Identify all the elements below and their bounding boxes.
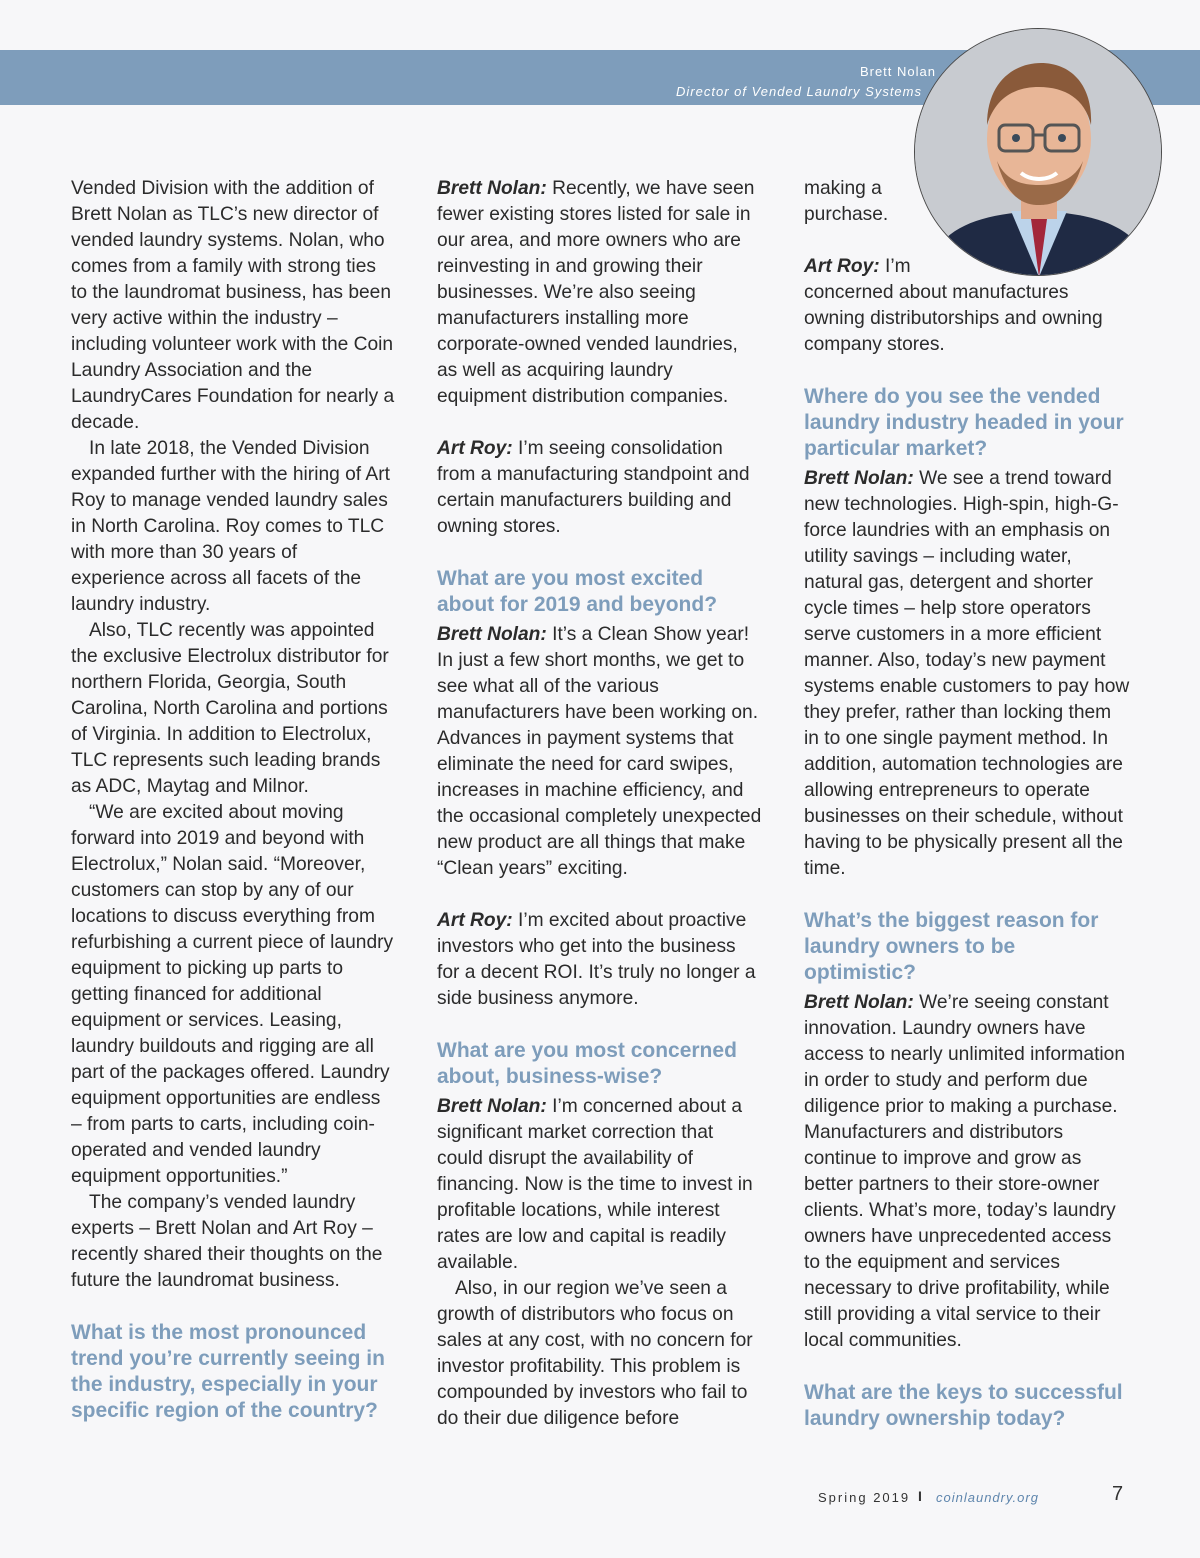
- body-paragraph: In late 2018, the Vended Division expanded further with the hiring of Art Roy to manage vended laundry sales in North Carolina. Roy comes to TLC with more than 30 years of experience across all facets of the laundry industry.: [71, 438, 390, 615]
- answer-text: It’s a Clean Show year! In just a few short months, we get to see what all of the various manufacturers have been working on. Advances in payment systems that eliminate the need for card swipes, increases in machine efficiency, and the occasional completely unexpected new product are all things that make “Clean years” exciting.: [437, 624, 762, 879]
- speaker-label: Brett Nolan:: [804, 992, 914, 1013]
- answer-text: We’re seeing constant innovation. Laundry owners have access to nearly unlimited information in order to study and perform due diligence prior to making a purchase. Manufacturers and distributors continue to improve and grow as better partners to their store-owner clients. What’s more, today’s laundry owners have unprecedented access to the equipment and services necessary to drive profitability, while still providing a vital service to their local communities.: [804, 992, 1126, 1351]
- header-name: Brett Nolan: [859, 64, 936, 79]
- body-paragraph: “We are excited about moving forward into 2019 and beyond with Electrolux,” Nolan said. “Moreover, customers can stop by any of our locations to discuss everything from refurbishing a current piece of laundry equipment to picking up parts to getting financed for additional equipment or services. Leasing, laundry buildouts and rigging are all part of the packages offered. Laundry equipment opportunities are endless – from parts to carts, including coin-operated and vended laundry equipment opportunities.”: [71, 802, 394, 1187]
- answer-paragraph: [804, 254, 1130, 358]
- question-heading: What’s the biggest reason for laundry owners to be optimistic?: [804, 909, 1099, 984]
- column-2: [437, 176, 763, 1432]
- question-heading: What is the most pronounced trend you’re currently seeing in the industry, especially in your specific region of the country?: [71, 1321, 385, 1422]
- answer-paragraph: [437, 1094, 763, 1276]
- page-number: 7: [1112, 1483, 1124, 1505]
- answer-text: concerned about manufactures owning distributorships and owning company stores.: [804, 282, 1103, 355]
- speaker-label: Art Roy:: [804, 256, 880, 277]
- speaker-label: Brett Nolan:: [437, 178, 547, 199]
- question-heading: What are the keys to successful laundry ownership today?: [804, 1381, 1123, 1430]
- speaker-label: Brett Nolan:: [804, 468, 914, 489]
- body-paragraph: Also, TLC recently was appointed the exclusive Electrolux distributor for northern Florida, Georgia, South Carolina, North Carolina and portions of Virginia. In addition to Electrolux, TLC represents such leading brands as ADC, Maytag and Milnor.: [71, 620, 389, 797]
- answer-text: I’m excited about proactive investors who get into the business for a decent ROI. It’s truly no longer a side business anymore.: [437, 910, 756, 1009]
- answer-paragraph: [437, 176, 763, 410]
- answer-paragraph: Also, in our region we’ve seen a growth of distributors who focus on sales at any cost, with no concern for investor profitability. This problem is compounded by investors who fail to do their due diligence before: [437, 1278, 753, 1429]
- column-1: [71, 176, 395, 1424]
- answer-text: I’m concerned about a significant market correction that could disrupt the availability of financing. Now is the time to invest in profitable locations, while interest rates are low and capital is readily available.: [437, 1096, 753, 1273]
- answer-paragraph: [804, 466, 1130, 882]
- footer-issue: Spring 2019: [818, 1490, 911, 1505]
- answer-text: I’m seeing consolidation from a manufacturing standpoint and certain manufacturers building and owning stores.: [437, 438, 750, 537]
- answer-paragraph: [437, 436, 763, 540]
- footer-separator: I: [918, 1488, 922, 1504]
- speaker-label: Art Roy:: [437, 438, 513, 459]
- footer-site-link[interactable]: coinlaundry.org: [936, 1490, 1039, 1505]
- answer-text: Recently, we have seen fewer existing stores listed for sale in our area, and more owners who are reinvesting in and growing their businesses. We’re also seeing manufacturers installing more corporate-owned vended laundries, as well as acquiring laundry equipment distribution companies.: [437, 178, 755, 407]
- question-heading: Where do you see the vended laundry industry headed in your particular market?: [804, 385, 1124, 460]
- continued-line: purchase.: [804, 204, 889, 225]
- intro-paragraph: Vended Division with the addition of Brett Nolan as TLC’s new director of vended laundry systems. Nolan, who comes from a family with strong ties to the laundromat business, has been very active within the industry – including volunteer work with the Coin Laundry Association and the LaundryCares Foundation for nearly a decade.: [71, 178, 395, 433]
- speaker-label: Brett Nolan:: [437, 624, 547, 645]
- header-role: Director of Vended Laundry Systems: [676, 84, 922, 99]
- question-heading: What are you most excited about for 2019 and beyond?: [437, 567, 718, 616]
- speaker-label: Art Roy:: [437, 910, 513, 931]
- question-heading: What are you most concerned about, business-wise?: [437, 1039, 737, 1088]
- continued-line: making a: [804, 178, 882, 199]
- answer-paragraph: [437, 622, 763, 882]
- body-paragraph: The company’s vended laundry experts – Brett Nolan and Art Roy – recently shared their thoughts on the future the laundromat business.: [71, 1192, 383, 1291]
- speaker-label: Brett Nolan:: [437, 1096, 547, 1117]
- answer-text: I’m: [879, 256, 911, 277]
- answer-paragraph: [437, 908, 763, 1012]
- column-3: [804, 176, 1130, 1432]
- answer-paragraph: [804, 990, 1130, 1354]
- continued-text: [804, 176, 1130, 228]
- answer-text: We see a trend toward new technologies. High-spin, high-G-force laundries with an emphasis on utility savings – including water, natural gas, detergent and shorter cycle times – help store operators serve customers in a more efficient manner. Also, today’s new payment systems enable customers to pay how they prefer, rather than locking them in to one single payment method. In addition, automation technologies are allowing entrepreneurs to operate businesses on their schedule, without having to be physically present all the time.: [804, 468, 1130, 879]
